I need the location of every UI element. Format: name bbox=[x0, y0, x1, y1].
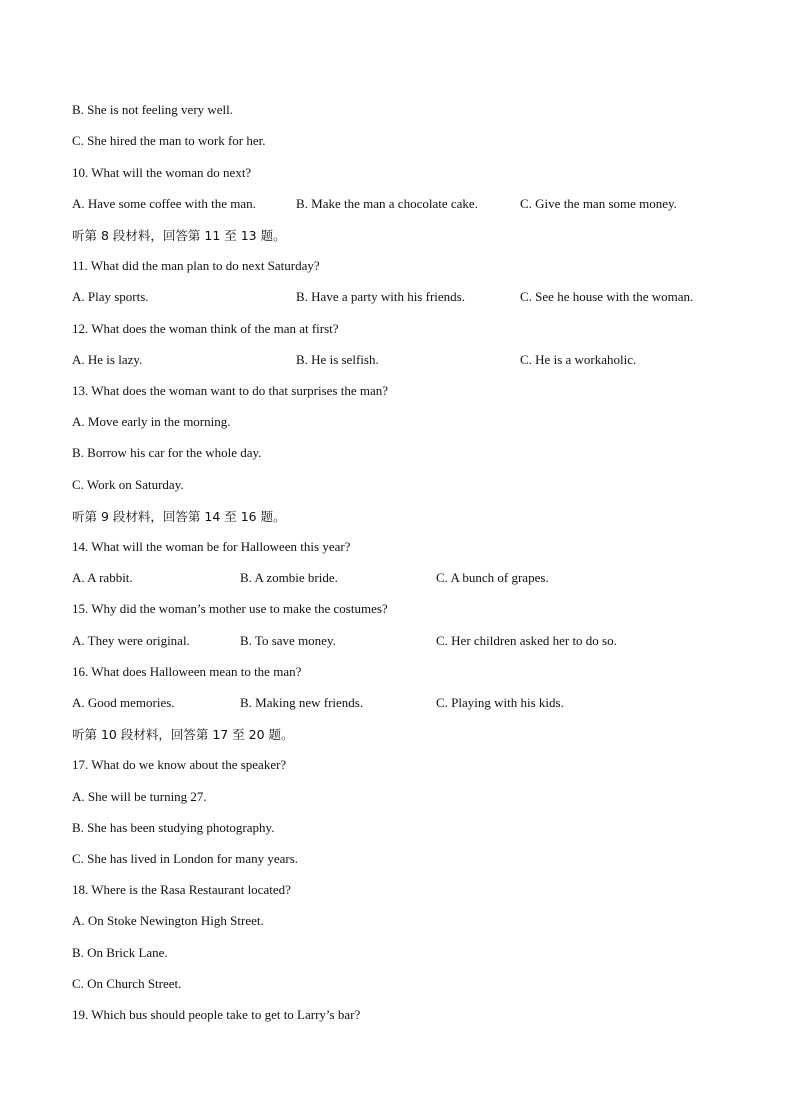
option-c-text: C. She has lived in London for many years. bbox=[72, 851, 299, 866]
option-a-text: A. She will be turning 27. bbox=[72, 789, 207, 804]
option-b: B. Make the man a chocolate cake. bbox=[296, 196, 478, 211]
question-10: 10. What will the woman do next? bbox=[72, 165, 252, 180]
option-c-text: C. On Church Street. bbox=[72, 976, 182, 991]
option-b-text: B. She has been studying photography. bbox=[72, 820, 275, 835]
question-17: 17. What do we know about the speaker? bbox=[72, 757, 287, 772]
option-a: A. Have some coffee with the man. bbox=[72, 196, 256, 211]
option-b-text: B. She is not feeling very well. bbox=[72, 102, 234, 117]
option-b: B. Making new friends. bbox=[240, 695, 364, 710]
option-c: C. He is a workaholic. bbox=[520, 352, 637, 367]
option-a: A. A rabbit. bbox=[72, 570, 133, 585]
option-b: B. A zombie bride. bbox=[240, 570, 338, 585]
question-19: 19. Which bus should people take to get to Larry’s bar? bbox=[72, 1007, 361, 1022]
option-b: B. He is selfish. bbox=[296, 352, 379, 367]
section-heading-10: 听第 10 段材料，回答第 17 至 20 题。 bbox=[72, 727, 294, 742]
question-16: 16. What does Halloween mean to the man? bbox=[72, 664, 302, 679]
option-c: C. See he house with the woman. bbox=[520, 289, 694, 304]
option-a-text: A. Move early in the morning. bbox=[72, 414, 231, 429]
option-c: C. A bunch of grapes. bbox=[436, 570, 549, 585]
option-a-text: A. On Stoke Newington High Street. bbox=[72, 913, 264, 928]
question-14: 14. What will the woman be for Halloween this year? bbox=[72, 539, 351, 554]
option-a: A. They were original. bbox=[72, 633, 190, 648]
option-b: B. To save money. bbox=[240, 633, 336, 648]
option-c: C. Give the man some money. bbox=[520, 196, 677, 211]
option-a: A. Play sports. bbox=[72, 289, 149, 304]
question-11: 11. What did the man plan to do next Saturday? bbox=[72, 258, 320, 273]
section-heading-8: 听第 8 段材料，回答第 11 至 13 题。 bbox=[72, 228, 286, 243]
question-15: 15. Why did the woman’s mother use to make the costumes? bbox=[72, 601, 388, 616]
section-heading-9: 听第 9 段材料，回答第 14 至 16 题。 bbox=[72, 509, 286, 524]
option-a: A. Good memories. bbox=[72, 695, 175, 710]
option-b-text: B. On Brick Lane. bbox=[72, 945, 168, 960]
question-18: 18. Where is the Rasa Restaurant located? bbox=[72, 882, 291, 897]
option-c: C. Her children asked her to do so. bbox=[436, 633, 617, 648]
option-c-text: C. She hired the man to work for her. bbox=[72, 133, 266, 148]
option-c-text: C. Work on Saturday. bbox=[72, 477, 184, 492]
option-c: C. Playing with his kids. bbox=[436, 695, 564, 710]
question-13: 13. What does the woman want to do that surprises the man? bbox=[72, 383, 389, 398]
option-b-text: B. Borrow his car for the whole day. bbox=[72, 445, 262, 460]
question-12: 12. What does the woman think of the man at first? bbox=[72, 321, 339, 336]
option-b: B. Have a party with his friends. bbox=[296, 289, 465, 304]
option-a: A. He is lazy. bbox=[72, 352, 143, 367]
